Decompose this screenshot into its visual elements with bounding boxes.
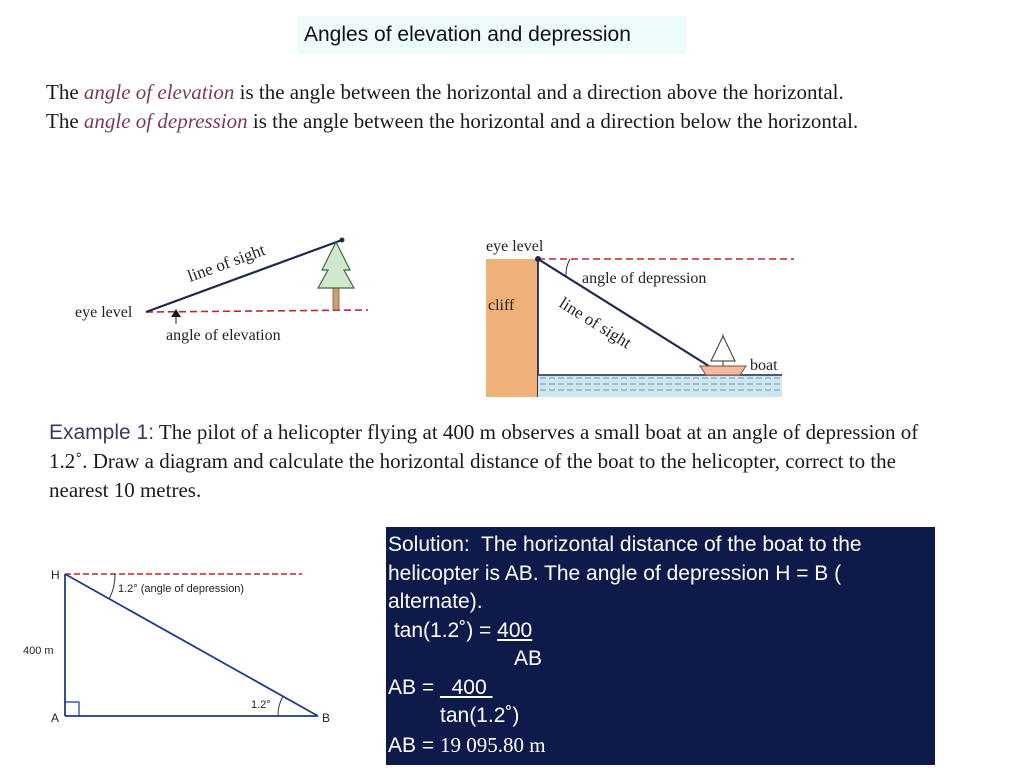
height-label: 400 m: [23, 645, 54, 657]
equation-1-lhs: tan(1.2˚) =: [388, 618, 498, 642]
angle-of-depression-label: 1.2° (angle of depression): [118, 583, 245, 595]
eye-level-label: eye level: [75, 304, 133, 321]
definitions: [46, 78, 886, 136]
angle-of-elevation-label: angle of elevation: [166, 327, 281, 344]
def2-prefix: The: [46, 109, 84, 133]
solution-line-3: alternate).: [388, 590, 483, 613]
definition-depression: [46, 107, 886, 136]
equation-2-lhs: AB =: [388, 675, 440, 699]
equation-1-denominator-row: [388, 645, 935, 674]
solution-line-1: Solution: The horizontal distance of the boat to the: [388, 533, 862, 556]
vertex-b-label: B: [322, 711, 331, 725]
solution-box: [386, 527, 935, 765]
example-1: [49, 418, 949, 505]
equation-3-lhs: AB =: [388, 733, 440, 757]
vertex-h-label: H: [51, 568, 60, 582]
equation-2: [388, 674, 935, 703]
boat-icon: [700, 334, 746, 375]
equation-3-result: 19 095.80 m: [439, 732, 546, 757]
depression-diagram: [484, 232, 796, 400]
term-angle-of-elevation: angle of elevation: [83, 80, 235, 104]
term-angle-of-depression: angle of depression: [83, 109, 248, 133]
equation-1-denominator: AB: [514, 647, 543, 670]
example-text: The pilot of a helicopter flying at 400 m observes a small boat at an angle of depression of 1.2˚. Draw a diagram and calculate the horizontal distance of the boat to the helicopter, correct to the nearest 10 metres.: [49, 420, 919, 502]
vertex-a-label: A: [51, 711, 60, 725]
elevation-diagram: [70, 232, 380, 350]
solution-line-2: helicopter is AB. The angle of depression H = B (: [388, 561, 842, 585]
equation-2-denominator-row: [388, 702, 935, 731]
example-label: Example 1:: [49, 421, 155, 444]
equation-1: [388, 617, 935, 646]
line-of-sight-label: line of sight: [555, 293, 635, 353]
line-of-sight-label: line of sight: [184, 240, 268, 286]
angle-b-label: 1.2°: [251, 699, 271, 711]
example-triangle-diagram: [20, 562, 340, 732]
def1-text: is the angle between the horizontal and a direction above the horizontal.: [234, 80, 844, 104]
equation-2-numerator: 400: [439, 675, 493, 699]
equation-2-denominator: tan(1.2˚): [440, 704, 520, 727]
def2-text: is the angle between the horizontal and a direction below the horizontal.: [247, 109, 859, 133]
definition-elevation: [46, 78, 886, 107]
boat-label: boat: [750, 357, 778, 374]
page-title: Angles of elevation and depression: [298, 16, 686, 54]
cliff-label: cliff: [488, 297, 515, 314]
eye-level-label: eye level: [486, 238, 544, 255]
angle-of-depression-label: angle of depression: [582, 270, 707, 287]
equation-3: [388, 731, 935, 761]
tree-icon: [318, 242, 354, 310]
def1-prefix: The: [46, 80, 84, 104]
equation-1-numerator: 400: [497, 618, 533, 642]
